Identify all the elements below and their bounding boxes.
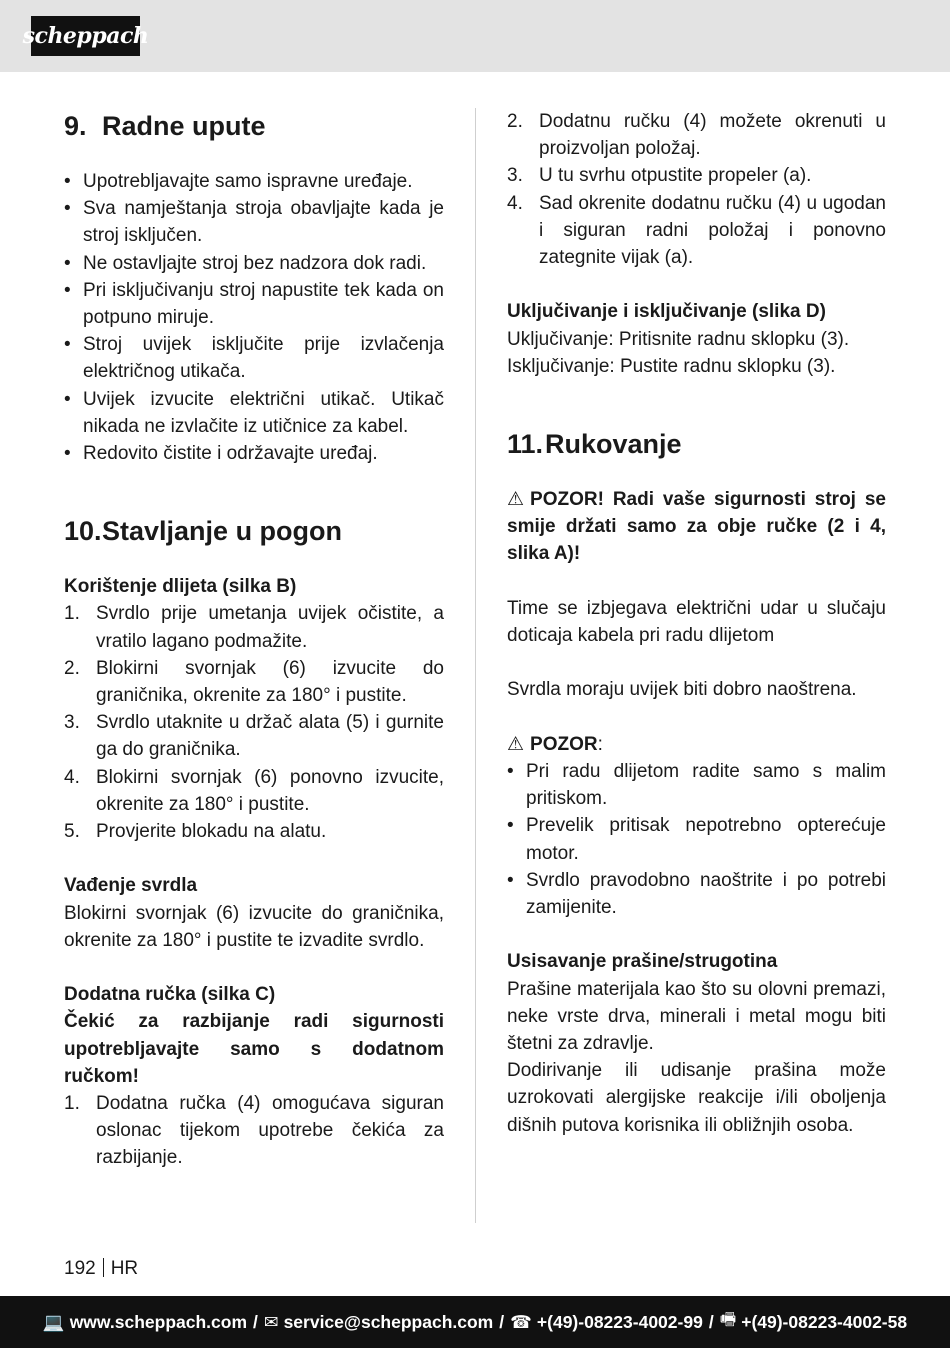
section-title: Rukovanje — [545, 429, 682, 460]
section-10-heading — [64, 513, 444, 549]
list-item: 1. Svrdlo prije umetanja uvijek očistite, a vratilo lagano podmažite. — [64, 603, 444, 652]
list-item: • Ne ostavljajte stroj bez nadzora dok radi. — [64, 250, 444, 277]
list-item: 2. Dodatnu ručku (4) možete okrenuti u proizvoljan položaj. — [507, 111, 886, 160]
list-item: 1. Dodatna ručka (4) omogućava siguran oslonac tijekom upotrebe čekića za razbijanje. — [64, 1093, 444, 1169]
section-number: 11. — [507, 429, 544, 460]
website-link[interactable]: www.scheppach.com — [69, 1311, 248, 1332]
warning-icon: ⚠ — [507, 733, 525, 755]
subheading: Vađenje svrdla — [64, 875, 198, 897]
subheading: Dodatna ručka (silka C) — [64, 984, 276, 1006]
fax-icon: 🖷 — [719, 1309, 737, 1329]
paragraph: Dodirivanje ili udisanje prašina može uzrokovati alergijske reakcije i/ili oboljenja dišnih putova korisnika ili obližnjih osoba. — [507, 1060, 886, 1136]
list-item: • Svrdlo pravodobno naoštrite i po potrebi zamijenite. — [507, 867, 886, 921]
list-item: • Sva namještanja stroja obavljajte kada je stroj isključen. — [64, 195, 444, 249]
mail-icon: ✉ — [263, 1311, 279, 1332]
paragraph: Time se izbjegava električni udar u slučaju doticaja kabela pri radu dlijetom — [507, 597, 886, 647]
handle-steps-list-cont — [507, 108, 886, 271]
list-item: 2. Blokirni svornjak (6) izvucite do graničnika, okrenite za 180° i pustite. — [64, 657, 444, 707]
list-item: • Pri isključivanju stroj napustite tek kada on potpuno miruje. — [64, 277, 444, 331]
page-header — [0, 0, 950, 72]
section-11-heading — [507, 426, 886, 462]
list-item: • Prevelik pritisak nepotrebno opterećuje motor. — [507, 812, 886, 866]
chisel-steps-list — [64, 600, 444, 845]
column-divider — [475, 108, 476, 1223]
paragraph: Prašine materijala kao što su olovni premazi, neke vrste drva, minerali i metal mogu biti štetni za zdravlje. — [507, 978, 886, 1055]
work-instructions-list — [64, 168, 444, 467]
list-item: 4. Sad okrenite dodatnu ručku (4) u ugodan i siguran radni položaj i ponovno zategnite vijak (a). — [507, 192, 886, 269]
list-item: 3. U tu svrhu otpustite propeler (a). — [507, 165, 812, 187]
list-item: 3. Svrdlo utaknite u držač alata (5) i gurnite ga do graničnika. — [64, 712, 444, 761]
paragraph-bold: Čekić za razbijanje radi sigurnosti upotrebljavajte samo s dodatnom ručkom! — [64, 1011, 444, 1087]
warning-list — [507, 758, 886, 921]
warning-label: ⚠ POZOR: — [507, 731, 886, 758]
list-item: • Upotrebljavajte samo ispravne uređaje. — [64, 168, 444, 195]
section-title: Radne upute — [102, 111, 266, 141]
right-column — [507, 108, 886, 1139]
left-column — [64, 108, 444, 1172]
list-item: • Pri radu dlijetom radite samo s malim pritiskom. — [507, 758, 886, 812]
list-item: • Uvijek izvucite električni utikač. Utikač nikada ne izvlačite iz utičnice za kabel. — [64, 386, 444, 440]
section-title: Stavljanje u pogon — [102, 516, 343, 547]
phone-number: +(49)-08223-4002-99 — [536, 1311, 703, 1332]
paragraph: Svrdla moraju uvijek biti dobro naoštrena. — [507, 679, 857, 701]
warning-paragraph: ⚠ POZOR! Radi vaše sigurnosti stroj se smije držati samo za obje ručke (2 i 4, slika A)! — [507, 486, 886, 568]
list-item: 4. Blokirni svornjak (6) ponovno izvucite, okrenite za 180° i pustite. — [64, 766, 444, 815]
phone-icon: ☎ — [510, 1311, 532, 1332]
computer-icon: 💻 — [42, 1311, 65, 1332]
scheppach-logo: scheppach — [31, 16, 140, 56]
warning-icon: ⚠ — [507, 489, 525, 511]
page-number: 192 HR — [64, 1258, 139, 1279]
paragraph: Isključivanje: Pustite radnu sklopku (3). — [507, 355, 836, 377]
subheading: Uključivanje i isključivanje (slika D) — [507, 301, 826, 323]
list-item: • Stroj uvijek isključite prije izvlačenja električnog utikača. — [64, 331, 444, 385]
subheading: Usisavanje prašine/strugotina — [507, 951, 778, 973]
divider — [103, 1258, 104, 1277]
list-item: 5. Provjerite blokadu na alatu. — [64, 821, 327, 843]
section-9-heading — [64, 108, 444, 144]
fax-number: +(49)-08223-4002-58 — [741, 1311, 908, 1332]
contact-footer: 💻 www.scheppach.com / ✉ service@scheppach.com / ☎ +(49)-08223-4002-99 / 🖷 +(49)-08223-4002-58 — [0, 1296, 950, 1348]
paragraph: Uključivanje: Pritisnite radnu sklopku (3). — [507, 328, 850, 350]
paragraph: Blokirni svornjak (6) izvucite do graničnika, okrenite za 180° i pustite te izvadite svrdlo. — [64, 902, 444, 951]
subheading: Korištenje dlijeta (silka B) — [64, 576, 297, 598]
email-link[interactable]: service@scheppach.com — [283, 1311, 494, 1332]
section-number: 9. — [64, 111, 87, 141]
list-item: • Redovito čistite i održavajte uređaj. — [64, 440, 444, 467]
handle-steps-list — [64, 1090, 444, 1172]
section-number: 10. — [64, 516, 102, 547]
